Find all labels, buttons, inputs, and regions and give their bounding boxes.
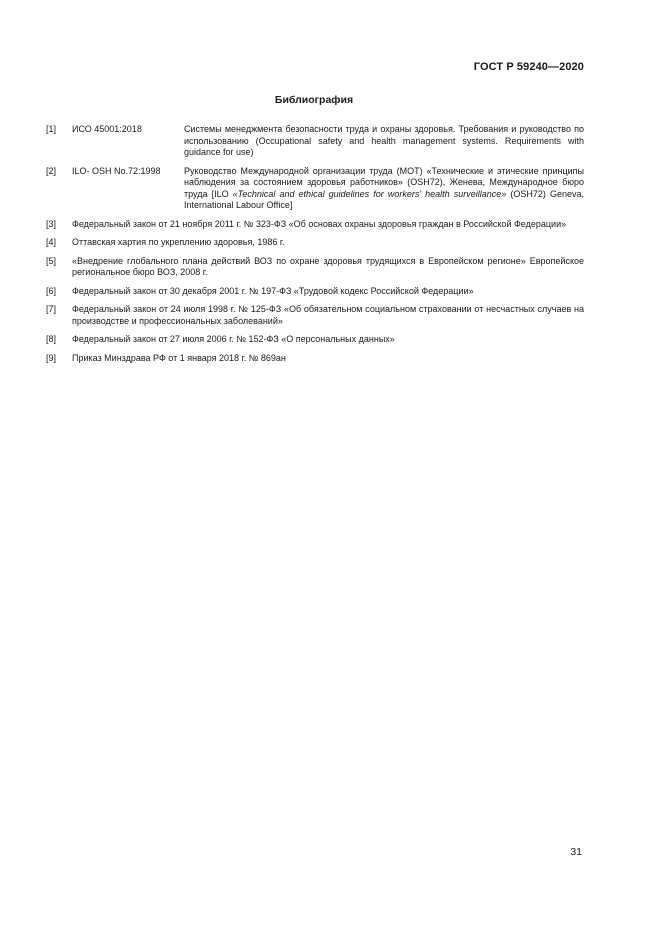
- bibliography-entry: [46, 237, 584, 249]
- bibliography-entry: [46, 219, 584, 231]
- entry-number: [7]: [46, 304, 57, 314]
- entry-text: Системы менеджмента безопасности труда и охраны здоровья. Требования и руководство по использованию (Occupational safety and health management systems. Requirements with guidance for use): [184, 124, 584, 157]
- bibliography-entry: [46, 166, 584, 212]
- bibliography-entry: [46, 334, 584, 346]
- entry-code: ILO- OSH No.72:1998: [72, 165, 161, 176]
- entry-text: Федеральный закон от 24 июля 1998 г. № 125-ФЗ «Об обязательном социальном страховании от несчастных случаев на производстве и профессиональных заболеваний»: [72, 304, 584, 326]
- section-title: Библиография: [274, 94, 354, 106]
- entry-number: [6]: [46, 285, 57, 296]
- entry-text: Федеральный закон от 27 июля 2006 г. № 152-ФЗ «О персональных данных»: [72, 334, 395, 344]
- bibliography-entry: [46, 124, 584, 159]
- entry-text: Федеральный закон от 21 ноября 2011 г. № 323-ФЗ «Об основах охраны здоровья граждан в Российской Федерации»: [72, 218, 567, 229]
- entry-text-italic: «Technical and ethical guidelines for workers' health surveillance»: [232, 188, 507, 199]
- page-number: 31: [570, 846, 582, 858]
- bibliography-entry: [46, 286, 584, 298]
- entry-number: [8]: [46, 334, 57, 344]
- entry-number: [5]: [46, 255, 57, 266]
- entry-code: ИСО 45001:2018: [72, 124, 142, 134]
- entry-text: Приказ Минздрава РФ от 1 января 2018 г. № 869ан: [72, 352, 286, 363]
- entry-text: «Внедрение глобального плана действий ВОЗ по охране здоровья трудящихся в Европейском регионе» Европейское региональное бюро ВОЗ, 2008 г.: [72, 255, 584, 277]
- entry-text-part: Руководство Международной организации труда (МОТ) «Технические и этические принципы наблюдения за состоянием здоровья работников» (OSH72), Женева, Международное бюро труда [ILO: [184, 165, 584, 199]
- bibliography-entry: [46, 353, 584, 365]
- entry-text: Федеральный закон от 30 декабря 2001 г. № 197-ФЗ «Трудовой кодекс Российской Федерации»: [72, 285, 474, 296]
- document-header: ГОСТ Р 59240—2020: [473, 61, 584, 73]
- entry-number: [3]: [46, 218, 57, 229]
- bibliography-entry: [46, 304, 584, 327]
- entry-text: Оттавская хартия по укреплению здоровья, 1986 г.: [72, 237, 285, 247]
- entry-text: [184, 166, 584, 212]
- entry-text-part: (OSH72) Geneva, International Labour Office]: [184, 188, 584, 210]
- entry-number: [4]: [46, 237, 57, 247]
- bibliography-entry: [46, 256, 584, 279]
- entry-number: [9]: [46, 352, 57, 363]
- entry-number: [1]: [46, 124, 57, 134]
- entry-number: [2]: [46, 165, 57, 176]
- bibliography-list: [46, 124, 584, 371]
